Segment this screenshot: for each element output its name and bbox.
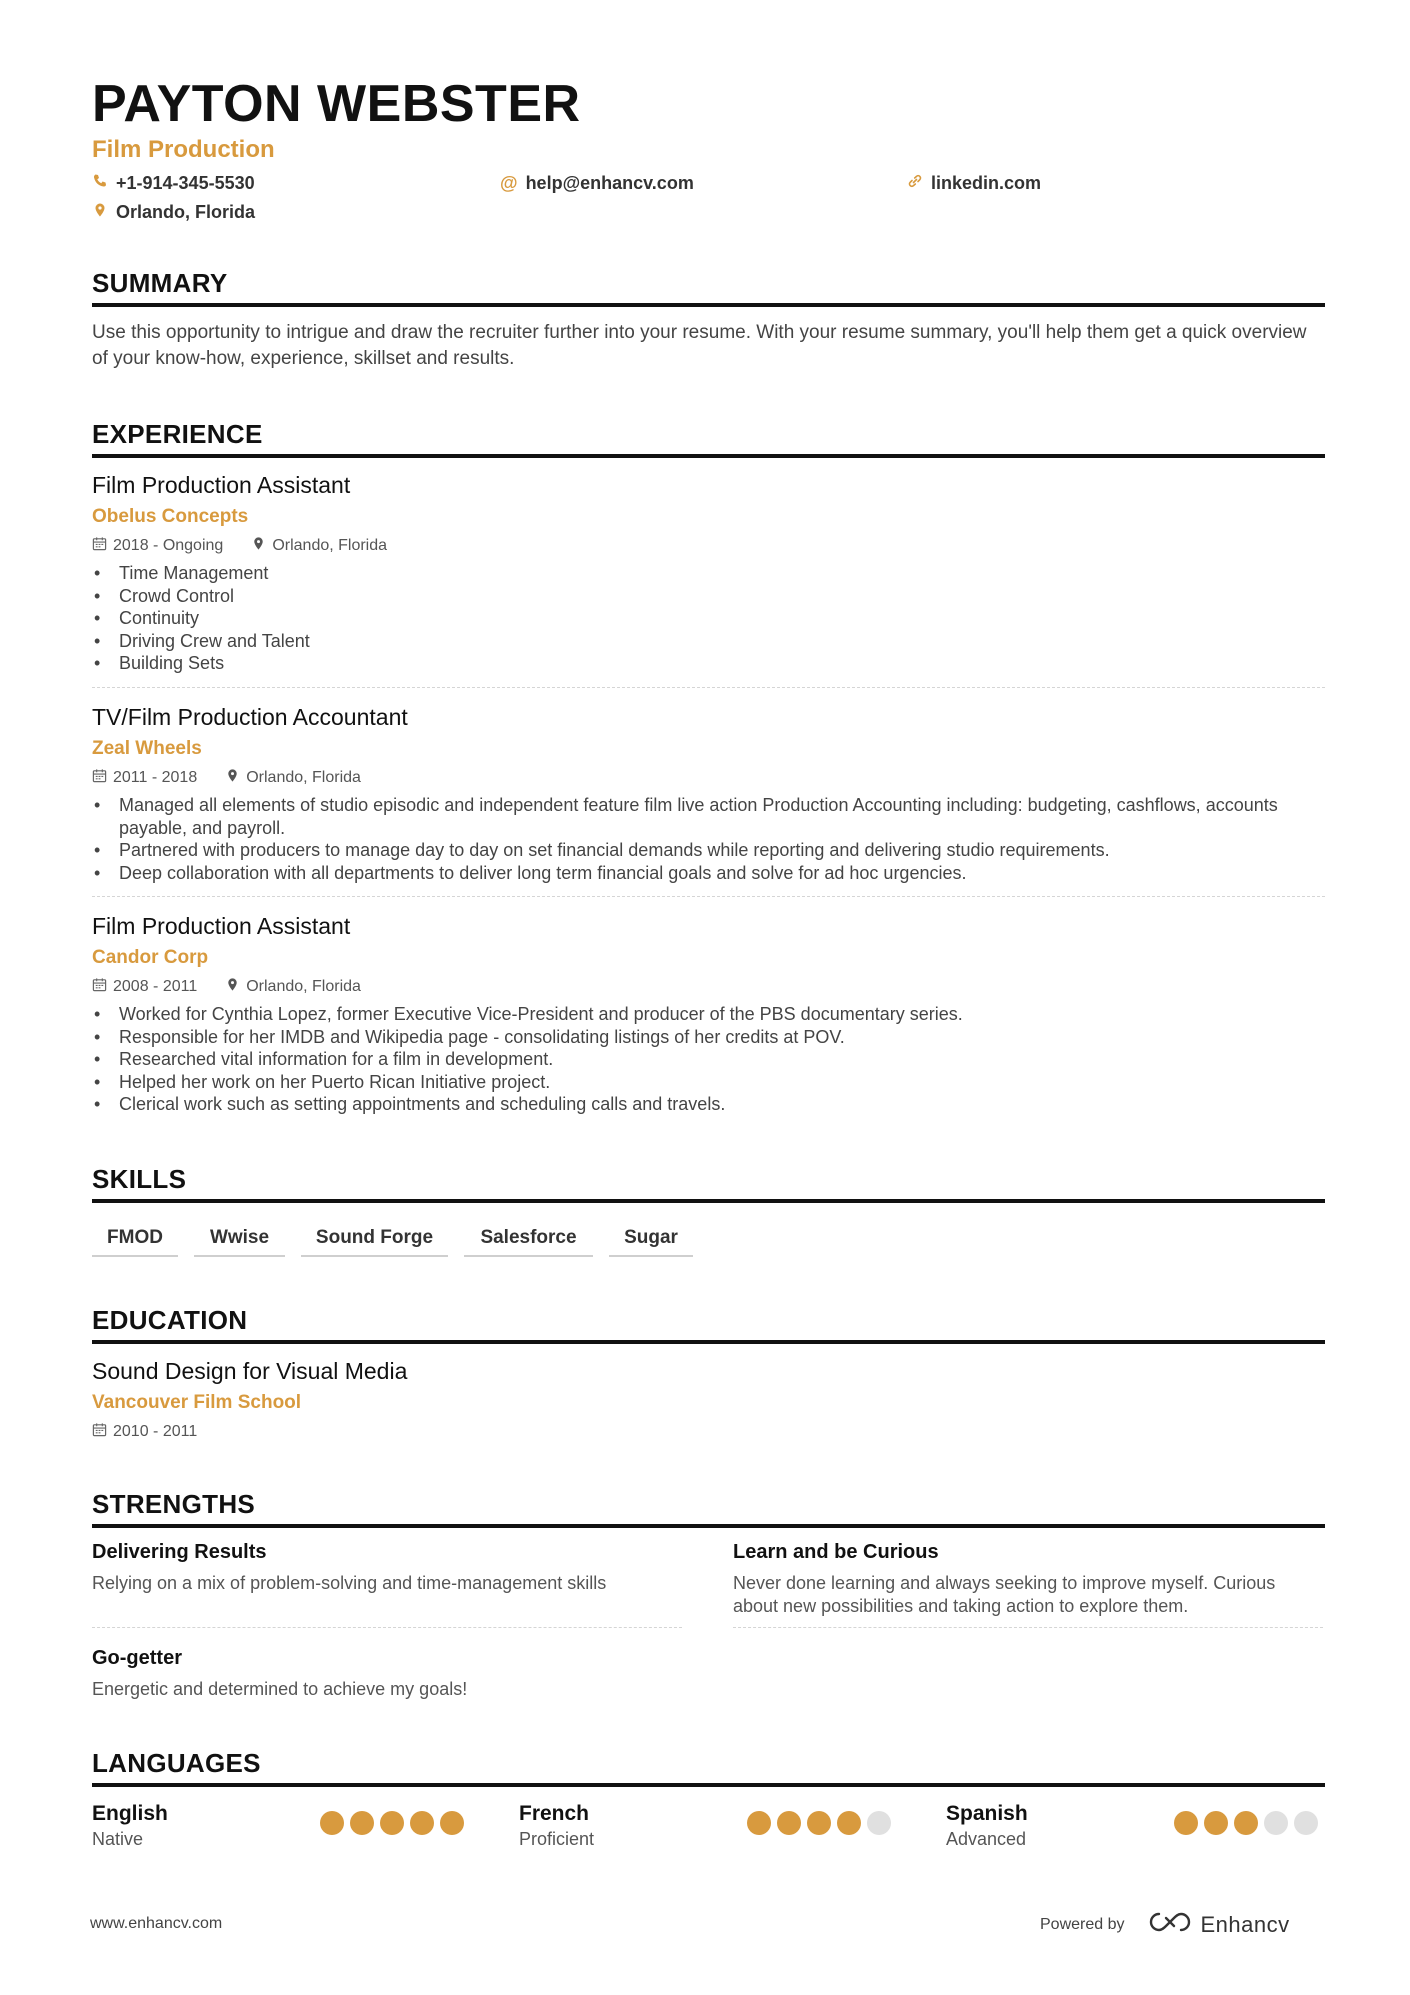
language-level: Native [92,1829,144,1849]
job-bullets [92,794,1324,884]
rating-dot-filled [410,1811,434,1835]
language-rating [1174,1811,1318,1835]
education-school: Vancouver Film School [92,1392,302,1413]
job-company: Zeal Wheels [92,738,202,759]
skill-tag: Sound Forge [301,1227,448,1257]
strengths-heading [92,1489,1325,1528]
job-title: Film Production Assistant [92,472,351,498]
calendar-icon [92,1422,107,1442]
job-company: Candor Corp [92,947,209,968]
list-item: • Partnered with producers to manage day to day on set financial demands while reporting and delivering studio requirements. [119,839,1324,862]
job-meta [92,977,361,997]
strength-desc: Relying on a mix of problem-solving and time-management skills [92,1573,607,1593]
summary-heading [92,268,1325,307]
strength-divider [92,1627,682,1628]
list-item: • Researched vital information for a film in development. [119,1048,1324,1071]
education-heading [92,1305,1325,1344]
education-meta [92,1422,197,1442]
education-dates: 2010 - 2011 [113,1423,198,1440]
languages-heading [92,1748,1325,1787]
strengths-heading-text: STRENGTHS [92,1489,256,1519]
footer-website[interactable]: www.enhancv.com [90,1915,223,1932]
list-item: • Clerical work such as setting appointments and scheduling calls and travels. [119,1093,1324,1116]
job-divider [92,896,1325,897]
language-rating [747,1811,891,1835]
list-item: • Managed all elements of studio episodic and independent feature film live action Production Accounting including: budgeting, cashflows, accounts payable, and payroll. [119,794,1324,839]
strength-title: Delivering Results [92,1541,267,1563]
phone-text: +1-914-345-5530 [116,173,255,193]
language-name: French [519,1802,590,1825]
website-text[interactable]: linkedin.com [931,173,1042,193]
summary-text: Use this opportunity to intrigue and draw the recruiter further into your resume. With your resume summary, you'll help them get a quick overview of your know-how, experience, skillset and results. [92,322,1307,369]
skill-tag: Wwise [194,1227,285,1257]
location-pin-icon [225,768,240,788]
rating-dot-filled [1204,1811,1228,1835]
contact-location [92,202,255,223]
rating-dot-empty [1264,1811,1288,1835]
list-item: • Driving Crew and Talent [119,630,1324,653]
contact-phone [92,173,255,194]
job-dates: 2018 - Ongoing [113,537,224,554]
job-company: Obelus Concepts [92,506,249,527]
enhancv-logo[interactable] [1147,1910,1290,1940]
enhancv-logo-icon [1147,1910,1193,1940]
skills-heading-text: SKILLS [92,1164,187,1194]
skill-tag: Salesforce [464,1227,593,1257]
location-text: Orlando, Florida [116,202,256,222]
rating-dot-filled [1174,1811,1198,1835]
job-location: Orlando, Florida [246,978,361,995]
contact-website[interactable] [907,173,1041,194]
rating-dot-filled [320,1811,344,1835]
at-icon: @ [500,173,518,193]
job-dates: 2011 - 2018 [113,769,198,786]
list-item: • Building Sets [119,652,1324,675]
phone-icon [92,173,108,194]
job-location: Orlando, Florida [272,537,388,554]
summary-heading-text: SUMMARY [92,268,228,298]
languages-heading-text: LANGUAGES [92,1748,261,1778]
rating-dot-filled [747,1811,771,1835]
list-item: • Responsible for her IMDB and Wikipedia page - consolidating listings of her credits at POV. [119,1026,1324,1049]
experience-heading-text: EXPERIENCE [92,419,263,449]
strength-title: Go-getter [92,1647,182,1669]
strength-divider [733,1627,1323,1628]
location-pin-icon [225,977,240,997]
rating-dot-filled [837,1811,861,1835]
list-item: • Time Management [119,562,1324,585]
location-pin-icon [92,202,108,223]
contact-email[interactable] [500,173,694,194]
link-icon [907,173,923,194]
rating-dot-empty [1294,1811,1318,1835]
skills-heading [92,1164,1325,1203]
job-divider [92,687,1325,688]
language-level: Proficient [519,1829,595,1849]
strength-desc: Never done learning and always seeking to improve myself. Curious about new possibilities and taking action to explore them. [733,1573,1276,1616]
powered-by-text: Powered by [1040,1916,1125,1933]
job-dates: 2008 - 2011 [113,978,198,995]
rating-dot-filled [380,1811,404,1835]
list-item: • Continuity [119,607,1324,630]
list-item: • Deep collaboration with all departments to deliver long term financial goals and solve for ad hoc urgencies. [119,862,1324,885]
skill-tag: Sugar [609,1227,693,1257]
rating-dot-filled [1234,1811,1258,1835]
brand-name: Enhancv [1200,1912,1290,1937]
email-text[interactable]: help@enhancv.com [525,173,694,193]
language-level: Advanced [946,1829,1027,1849]
rating-dot-filled [807,1811,831,1835]
job-title: TV/Film Production Accountant [92,704,408,730]
rating-dot-empty [867,1811,891,1835]
job-bullets [92,562,1324,675]
footer-branding [1040,1910,1290,1940]
experience-heading [92,419,1325,458]
candidate-title: Film Production [92,136,275,163]
language-name: Spanish [946,1802,1028,1825]
calendar-icon [92,536,107,556]
job-meta [92,536,387,556]
education-heading-text: EDUCATION [92,1305,248,1335]
rating-dot-filled [350,1811,374,1835]
skill-tag: FMOD [92,1227,178,1257]
list-item: • Crowd Control [119,585,1324,608]
job-location: Orlando, Florida [246,769,361,786]
strength-desc: Energetic and determined to achieve my goals! [92,1679,468,1699]
list-item: • Helped her work on her Puerto Rican Initiative project. [119,1071,1324,1094]
job-bullets [92,1003,1324,1116]
strength-title: Learn and be Curious [733,1541,939,1563]
language-name: English [92,1802,168,1825]
rating-dot-filled [777,1811,801,1835]
job-title: Film Production Assistant [92,913,351,939]
calendar-icon [92,977,107,997]
calendar-icon [92,768,107,788]
job-meta [92,768,361,788]
language-rating [320,1811,464,1835]
rating-dot-filled [440,1811,464,1835]
candidate-name: PAYTON WEBSTER [92,75,581,133]
location-pin-icon [251,536,266,556]
education-degree: Sound Design for Visual Media [92,1358,408,1384]
list-item: • Worked for Cynthia Lopez, former Executive Vice-President and producer of the PBS documentary series. [119,1003,1324,1026]
